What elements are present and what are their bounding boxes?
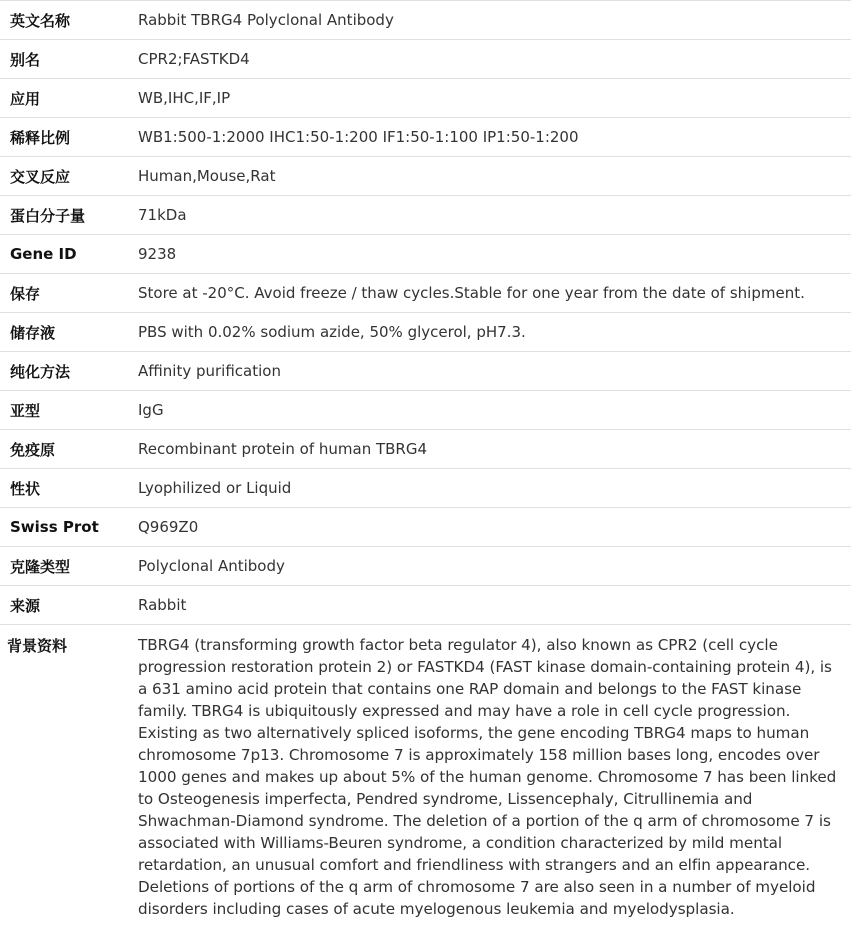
spec-label: 别名 [0,40,135,79]
spec-label: 亚型 [0,391,135,430]
background-label: 背景资料 [0,625,135,921]
spec-value: Human,Mouse,Rat [135,157,851,196]
spec-row-reactivity [0,157,851,196]
spec-label: 纯化方法 [0,352,135,391]
spec-value: 71kDa [135,196,851,235]
spec-row-english-name [0,1,851,40]
spec-row-storage-buffer [0,313,851,352]
spec-value: Recombinant protein of human TBRG4 [135,430,851,469]
spec-row-application [0,79,851,118]
spec-row-clonality [0,547,851,586]
spec-row-immunogen [0,430,851,469]
spec-value: Rabbit [135,586,851,625]
spec-label: 英文名称 [0,1,135,40]
spec-value: Store at -20°C. Avoid freeze / thaw cycles.Stable for one year from the date of shipment. [135,274,851,313]
spec-value: Polyclonal Antibody [135,547,851,586]
spec-value: 9238 [135,235,851,274]
spec-row-molecular-weight [0,196,851,235]
spec-value: Q969Z0 [135,508,851,547]
spec-row-isotype [0,391,851,430]
spec-row-purification [0,352,851,391]
spec-value: CPR2;FASTKD4 [135,40,851,79]
spec-row-dilution [0,118,851,157]
spec-row-swiss-prot [0,508,851,547]
spec-label: 交叉反应 [0,157,135,196]
spec-row-gene-id [0,235,851,274]
spec-label: 性状 [0,469,135,508]
spec-label: 蛋白分子量 [0,196,135,235]
spec-label: 稀释比例 [0,118,135,157]
spec-row-background [0,625,851,921]
spec-label: 来源 [0,586,135,625]
spec-row-form [0,469,851,508]
spec-row-storage [0,274,851,313]
spec-label: 免疫原 [0,430,135,469]
spec-label: 应用 [0,79,135,118]
spec-value: WB,IHC,IF,IP [135,79,851,118]
spec-label: Swiss Prot [0,508,135,547]
spec-label: 储存液 [0,313,135,352]
spec-label: Gene ID [0,235,135,274]
spec-value: Rabbit TBRG4 Polyclonal Antibody [135,1,851,40]
spec-value: IgG [135,391,851,430]
spec-row-alias [0,40,851,79]
spec-row-host [0,586,851,625]
spec-value: PBS with 0.02% sodium azide, 50% glycerol, pH7.3. [135,313,851,352]
spec-label: 保存 [0,274,135,313]
spec-value: Affinity purification [135,352,851,391]
spec-label: 克隆类型 [0,547,135,586]
background-text: TBRG4 (transforming growth factor beta regulator 4), also known as CPR2 (cell cycle progression restoration protein 2) or FASTKD4 (FAST kinase domain-containing protein 4), is a 631 amino acid protein that contains one RAP domain and belongs to the FAST kinase family. TBRG4 is ubiquitously expressed and may have a role in cell cycle progression. Existing as two alternatively spliced isoforms, the gene encoding TBRG4 maps to human chromosome 7p13. Chromosome 7 is approximately 158 million bases long, encodes over 1000 genes and makes up about 5% of the human genome. Chromosome 7 has been linked to Osteogenesis imperfecta, Pendred syndrome, Lissencephaly, Citrullinemia and Shwachman-Diamond syndrome. The deletion of a portion of the q arm of chromosome 7 is associated with Williams-Beuren syndrome, a condition characterized by mild mental retardation, an unusual comfort and friendliness with strangers and an elfin appearance. Deletions of portions of the q arm of chromosome 7 are also seen in a number of myeloid disorders including cases of acute myelogenous leukemia and myelodysplasia. [135,625,851,921]
spec-value: WB1:500-1:2000 IHC1:50-1:200 IF1:50-1:100 IP1:50-1:200 [135,118,851,157]
spec-value: Lyophilized or Liquid [135,469,851,508]
